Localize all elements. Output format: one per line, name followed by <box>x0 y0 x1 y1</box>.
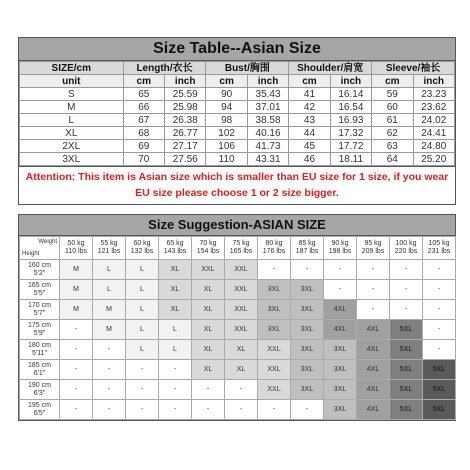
height-cm: 195 cm <box>28 401 51 409</box>
table-row <box>20 320 456 340</box>
weight-lbs: 209 lbs <box>361 248 385 255</box>
suggested-size-cell: XL <box>159 280 192 300</box>
weight-kg: 70 kg <box>199 240 217 247</box>
size-table-card <box>18 37 456 205</box>
header-measure: Length/衣长 <box>123 62 206 75</box>
unit-cell: cm <box>123 75 164 88</box>
suggested-size-cell: M <box>93 320 126 340</box>
measure-value: 24.02 <box>413 114 454 127</box>
measure-value: 38.58 <box>247 114 288 127</box>
measure-value: 18.11 <box>330 153 371 166</box>
measure-value: 94 <box>206 101 247 114</box>
suggested-size-cell: L <box>159 340 192 360</box>
suggested-size-cell: - <box>60 320 93 340</box>
suggested-size-cell: XXL <box>225 320 258 340</box>
suggested-size-cell: - <box>159 380 192 400</box>
suggested-size-cell: 3XL <box>258 300 291 320</box>
suggested-size-cell: 3XL <box>324 360 357 380</box>
height-cm: 190 cm <box>28 381 51 389</box>
weight-header <box>225 237 258 260</box>
size-label: S <box>20 88 124 101</box>
measure-value: 16.54 <box>330 101 371 114</box>
measure-value: 17.32 <box>330 127 371 140</box>
measure-value: 43.31 <box>247 153 288 166</box>
suggested-size-cell: 4XL <box>357 340 390 360</box>
weight-lbs: 165 lbs <box>229 248 253 255</box>
height-ft: 5'9" <box>33 329 46 337</box>
unit-cell: inch <box>164 75 205 88</box>
weight-kg: 100 kg <box>395 240 417 247</box>
measure-value: 65 <box>123 88 164 101</box>
measure-value: 27.56 <box>164 153 205 166</box>
suggested-size-cell: - <box>126 380 159 400</box>
weight-lbs: 110 lbs <box>64 248 88 255</box>
suggested-size-cell: 3XL <box>291 320 324 340</box>
height-ft: 5'5" <box>33 289 46 297</box>
table-row <box>20 140 455 153</box>
suggested-size-cell: 4XL <box>357 360 390 380</box>
table-row <box>20 340 456 360</box>
suggested-size-cell: - <box>423 340 456 360</box>
measure-value: 42 <box>289 101 330 114</box>
table-row <box>20 127 455 140</box>
suggested-size-cell: 3XL <box>324 400 357 420</box>
weight-header <box>390 237 423 260</box>
measure-value: 66 <box>123 101 164 114</box>
suggested-size-cell: - <box>423 300 456 320</box>
suggested-size-cell: 3XL <box>291 360 324 380</box>
suggested-size-cell: 5XL <box>390 360 423 380</box>
measure-value: 16.14 <box>330 88 371 101</box>
measure-value: 25.20 <box>413 153 454 166</box>
suggested-size-cell: - <box>324 260 357 280</box>
measure-value: 43 <box>289 114 330 127</box>
size-label: 2XL <box>20 140 124 153</box>
suggested-size-cell: - <box>324 280 357 300</box>
height-header <box>20 260 60 280</box>
height-cm: 160 cm <box>28 261 51 269</box>
height-header <box>20 340 60 360</box>
measure-value: 41.73 <box>247 140 288 153</box>
measure-value: 23.23 <box>413 88 454 101</box>
suggested-size-cell: XXL <box>225 300 258 320</box>
size-suggestion-card <box>18 214 456 421</box>
suggested-size-cell: L <box>126 320 159 340</box>
weight-kg: 75 kg <box>232 240 250 247</box>
suggested-size-cell: - <box>423 280 456 300</box>
suggested-size-cell: L <box>126 340 159 360</box>
weight-lbs: 154 lbs <box>196 248 220 255</box>
suggested-size-cell: - <box>357 280 390 300</box>
suggested-size-cell: XL <box>192 300 225 320</box>
weight-kg: 60 kg <box>133 240 151 247</box>
weight-header <box>291 237 324 260</box>
weight-height-corner <box>20 237 60 260</box>
size-suggestion-title: Size Suggestion-ASIAN SIZE <box>19 215 455 236</box>
measure-value: 25.98 <box>164 101 205 114</box>
measure-value: 62 <box>372 127 413 140</box>
suggested-size-cell: XL <box>159 260 192 280</box>
size-suggestion-table <box>19 236 456 420</box>
height-cm: 165 cm <box>28 281 51 289</box>
suggested-size-cell: M <box>93 300 126 320</box>
measure-value: 67 <box>123 114 164 127</box>
weight-header <box>93 237 126 260</box>
height-ft: 6'5" <box>33 409 46 417</box>
measure-value: 68 <box>123 127 164 140</box>
unit-cell: inch <box>413 75 454 88</box>
table-row <box>20 280 456 300</box>
suggested-size-cell: - <box>357 260 390 280</box>
suggested-size-cell: XXL <box>192 260 225 280</box>
measure-value: 44 <box>289 127 330 140</box>
height-header <box>20 360 60 380</box>
measure-value: 37.01 <box>247 101 288 114</box>
table-row <box>20 114 455 127</box>
weight-header <box>423 237 456 260</box>
table-row <box>20 360 456 380</box>
height-ft: 5'2" <box>33 269 46 277</box>
weight-header <box>159 237 192 260</box>
measure-value: 45 <box>289 140 330 153</box>
suggested-size-cell: 5XL <box>390 380 423 400</box>
suggested-size-cell: - <box>192 400 225 420</box>
suggested-size-cell: 3XL <box>258 280 291 300</box>
suggested-size-cell: XL <box>159 300 192 320</box>
suggested-size-cell: - <box>357 300 390 320</box>
measure-value: 61 <box>372 114 413 127</box>
unit-cell: cm <box>289 75 330 88</box>
measure-value: 17.72 <box>330 140 371 153</box>
attention-line-1: Attention: This item is Asian size which is smaller than EU size for 1 size, if you wear <box>25 171 449 183</box>
measure-value: 41 <box>289 88 330 101</box>
weight-header <box>126 237 159 260</box>
suggested-size-cell: 4XL <box>324 320 357 340</box>
weight-lbs: 231 lbs <box>427 248 451 255</box>
unit-cell: cm <box>372 75 413 88</box>
height-cm: 180 cm <box>28 341 51 349</box>
weight-kg: 80 kg <box>265 240 283 247</box>
measure-value: 24.80 <box>413 140 454 153</box>
suggested-size-cell: XL <box>192 320 225 340</box>
suggested-size-cell: M <box>60 300 93 320</box>
suggested-size-cell: - <box>60 340 93 360</box>
suggested-size-cell: XXL <box>225 260 258 280</box>
weight-kg: 85 kg <box>298 240 316 247</box>
suggested-size-cell: XXL <box>258 380 291 400</box>
suggested-size-cell: L <box>159 320 192 340</box>
measure-value: 98 <box>206 114 247 127</box>
height-ft: 5'11" <box>32 349 47 357</box>
attention-note <box>19 166 455 204</box>
suggested-size-cell: XL <box>192 340 225 360</box>
weight-lbs: 132 lbs <box>130 248 154 255</box>
height-cm: 185 cm <box>28 361 51 369</box>
suggested-size-cell: - <box>390 300 423 320</box>
size-label: L <box>20 114 124 127</box>
suggested-size-cell: - <box>126 360 159 380</box>
height-header <box>20 300 60 320</box>
height-cm: 175 cm <box>28 321 51 329</box>
suggested-size-cell: 5XL <box>390 320 423 340</box>
suggested-size-cell: - <box>291 260 324 280</box>
suggested-size-cell: - <box>258 400 291 420</box>
weight-lbs: 176 lbs <box>262 248 286 255</box>
suggested-size-cell: - <box>93 360 126 380</box>
suggested-size-cell: 3XL <box>324 340 357 360</box>
suggested-size-cell: 3XL <box>291 300 324 320</box>
weight-header <box>324 237 357 260</box>
height-ft: 5'7" <box>33 309 46 317</box>
header-measure: Bust/胸围 <box>206 62 289 75</box>
suggested-size-cell: - <box>225 400 258 420</box>
suggested-size-cell: 3XL <box>291 380 324 400</box>
suggested-size-cell: - <box>93 400 126 420</box>
measure-value: 26.38 <box>164 114 205 127</box>
unit-cell: cm <box>206 75 247 88</box>
suggested-size-cell: L <box>126 260 159 280</box>
suggested-size-cell: XL <box>225 360 258 380</box>
measure-value: 59 <box>372 88 413 101</box>
suggested-size-cell: - <box>60 380 93 400</box>
header-measure: Shoulder/肩宽 <box>289 62 372 75</box>
weight-lbs: 198 lbs <box>328 248 352 255</box>
weight-lbs: 143 lbs <box>163 248 187 255</box>
suggested-size-cell: 5XL <box>423 360 456 380</box>
suggested-size-cell: - <box>159 400 192 420</box>
suggested-size-cell: 3XL <box>324 380 357 400</box>
measure-value: 63 <box>372 140 413 153</box>
weight-lbs: 220 lbs <box>394 248 418 255</box>
suggested-size-cell: - <box>126 400 159 420</box>
height-header <box>20 320 60 340</box>
suggested-size-cell: 4XL <box>357 320 390 340</box>
size-table <box>19 61 455 166</box>
suggested-size-cell: XL <box>225 340 258 360</box>
size-table-title: Size Table--Asian Size <box>19 38 455 61</box>
weight-kg: 105 kg <box>428 240 450 247</box>
suggested-size-cell: XXL <box>225 280 258 300</box>
table-row <box>20 400 456 420</box>
corner-height-label: Height <box>22 251 40 257</box>
weight-kg: 50 kg <box>67 240 85 247</box>
size-label: XL <box>20 127 124 140</box>
suggested-size-cell: M <box>60 280 93 300</box>
weight-header <box>258 237 291 260</box>
size-label: M <box>20 101 124 114</box>
suggested-size-cell: XL <box>192 360 225 380</box>
table-row <box>20 101 455 114</box>
suggested-size-cell: - <box>390 260 423 280</box>
table-row <box>20 88 455 101</box>
unit-cell: unit <box>20 75 124 88</box>
height-ft: 6'3" <box>33 389 46 397</box>
measure-value: 60 <box>372 101 413 114</box>
height-ft: 6'1" <box>33 369 46 377</box>
weight-lbs: 121 lbs <box>97 248 121 255</box>
suggested-size-cell: L <box>93 280 126 300</box>
suggested-size-cell: - <box>423 320 456 340</box>
suggested-size-cell: L <box>126 280 159 300</box>
suggested-size-cell: 3XL <box>291 280 324 300</box>
unit-cell: inch <box>330 75 371 88</box>
suggested-size-cell: 4XL <box>357 400 390 420</box>
measure-value: 23.62 <box>413 101 454 114</box>
suggested-size-cell: 3XL <box>291 340 324 360</box>
suggested-size-cell: - <box>93 380 126 400</box>
weight-header <box>60 237 93 260</box>
suggested-size-cell: - <box>423 260 456 280</box>
suggested-size-cell: 5XL <box>390 400 423 420</box>
weight-kg: 90 kg <box>331 240 349 247</box>
suggested-size-cell: L <box>93 260 126 280</box>
weight-header <box>357 237 390 260</box>
suggested-size-cell: 5XL <box>423 400 456 420</box>
suggested-size-cell: - <box>291 400 324 420</box>
suggested-size-cell: XXL <box>258 340 291 360</box>
corner-weight-label: Weight <box>38 239 57 245</box>
measure-value: 35.43 <box>247 88 288 101</box>
size-label: 3XL <box>20 153 124 166</box>
suggested-size-cell: - <box>225 380 258 400</box>
header-measure: Sleeve/袖长 <box>372 62 455 75</box>
suggested-size-cell: L <box>126 300 159 320</box>
measure-value: 102 <box>206 127 247 140</box>
measure-value: 69 <box>123 140 164 153</box>
measure-value: 24.41 <box>413 127 454 140</box>
suggested-size-cell: 4XL <box>357 380 390 400</box>
suggested-size-cell: - <box>390 280 423 300</box>
suggested-size-cell: - <box>258 260 291 280</box>
height-cm: 170 cm <box>28 301 51 309</box>
suggested-size-cell: 4XL <box>324 300 357 320</box>
weight-lbs: 187 lbs <box>295 248 319 255</box>
weight-kg: 95 kg <box>364 240 382 247</box>
measure-value: 27.17 <box>164 140 205 153</box>
suggested-size-cell: M <box>60 260 93 280</box>
suggested-size-cell: XL <box>192 280 225 300</box>
suggested-size-cell: - <box>159 360 192 380</box>
attention-line-2: EU size please choose 1 or 2 size bigger. <box>135 187 339 199</box>
height-header <box>20 380 60 400</box>
measure-value: 16.93 <box>330 114 371 127</box>
suggested-size-cell: - <box>60 360 93 380</box>
measure-value: 46 <box>289 153 330 166</box>
weight-kg: 65 kg <box>166 240 184 247</box>
measure-value: 64 <box>372 153 413 166</box>
suggested-size-cell: 5XL <box>423 380 456 400</box>
height-header <box>20 400 60 420</box>
measure-value: 70 <box>123 153 164 166</box>
suggested-size-cell: - <box>192 380 225 400</box>
suggested-size-cell: - <box>60 400 93 420</box>
measure-value: 25.59 <box>164 88 205 101</box>
suggested-size-cell: 5XL <box>390 340 423 360</box>
suggested-size-cell: 3XL <box>258 320 291 340</box>
unit-cell: inch <box>247 75 288 88</box>
table-row <box>20 300 456 320</box>
header-size: SIZE/cm <box>20 62 124 75</box>
suggested-size-cell: XXL <box>258 360 291 380</box>
suggested-size-cell: - <box>93 340 126 360</box>
table-row <box>20 260 456 280</box>
table-row <box>20 153 455 166</box>
measure-value: 26.77 <box>164 127 205 140</box>
weight-header <box>192 237 225 260</box>
measure-value: 40.16 <box>247 127 288 140</box>
table-row <box>20 380 456 400</box>
measure-value: 90 <box>206 88 247 101</box>
height-header <box>20 280 60 300</box>
weight-kg: 55 kg <box>100 240 118 247</box>
measure-value: 110 <box>206 153 247 166</box>
measure-value: 106 <box>206 140 247 153</box>
